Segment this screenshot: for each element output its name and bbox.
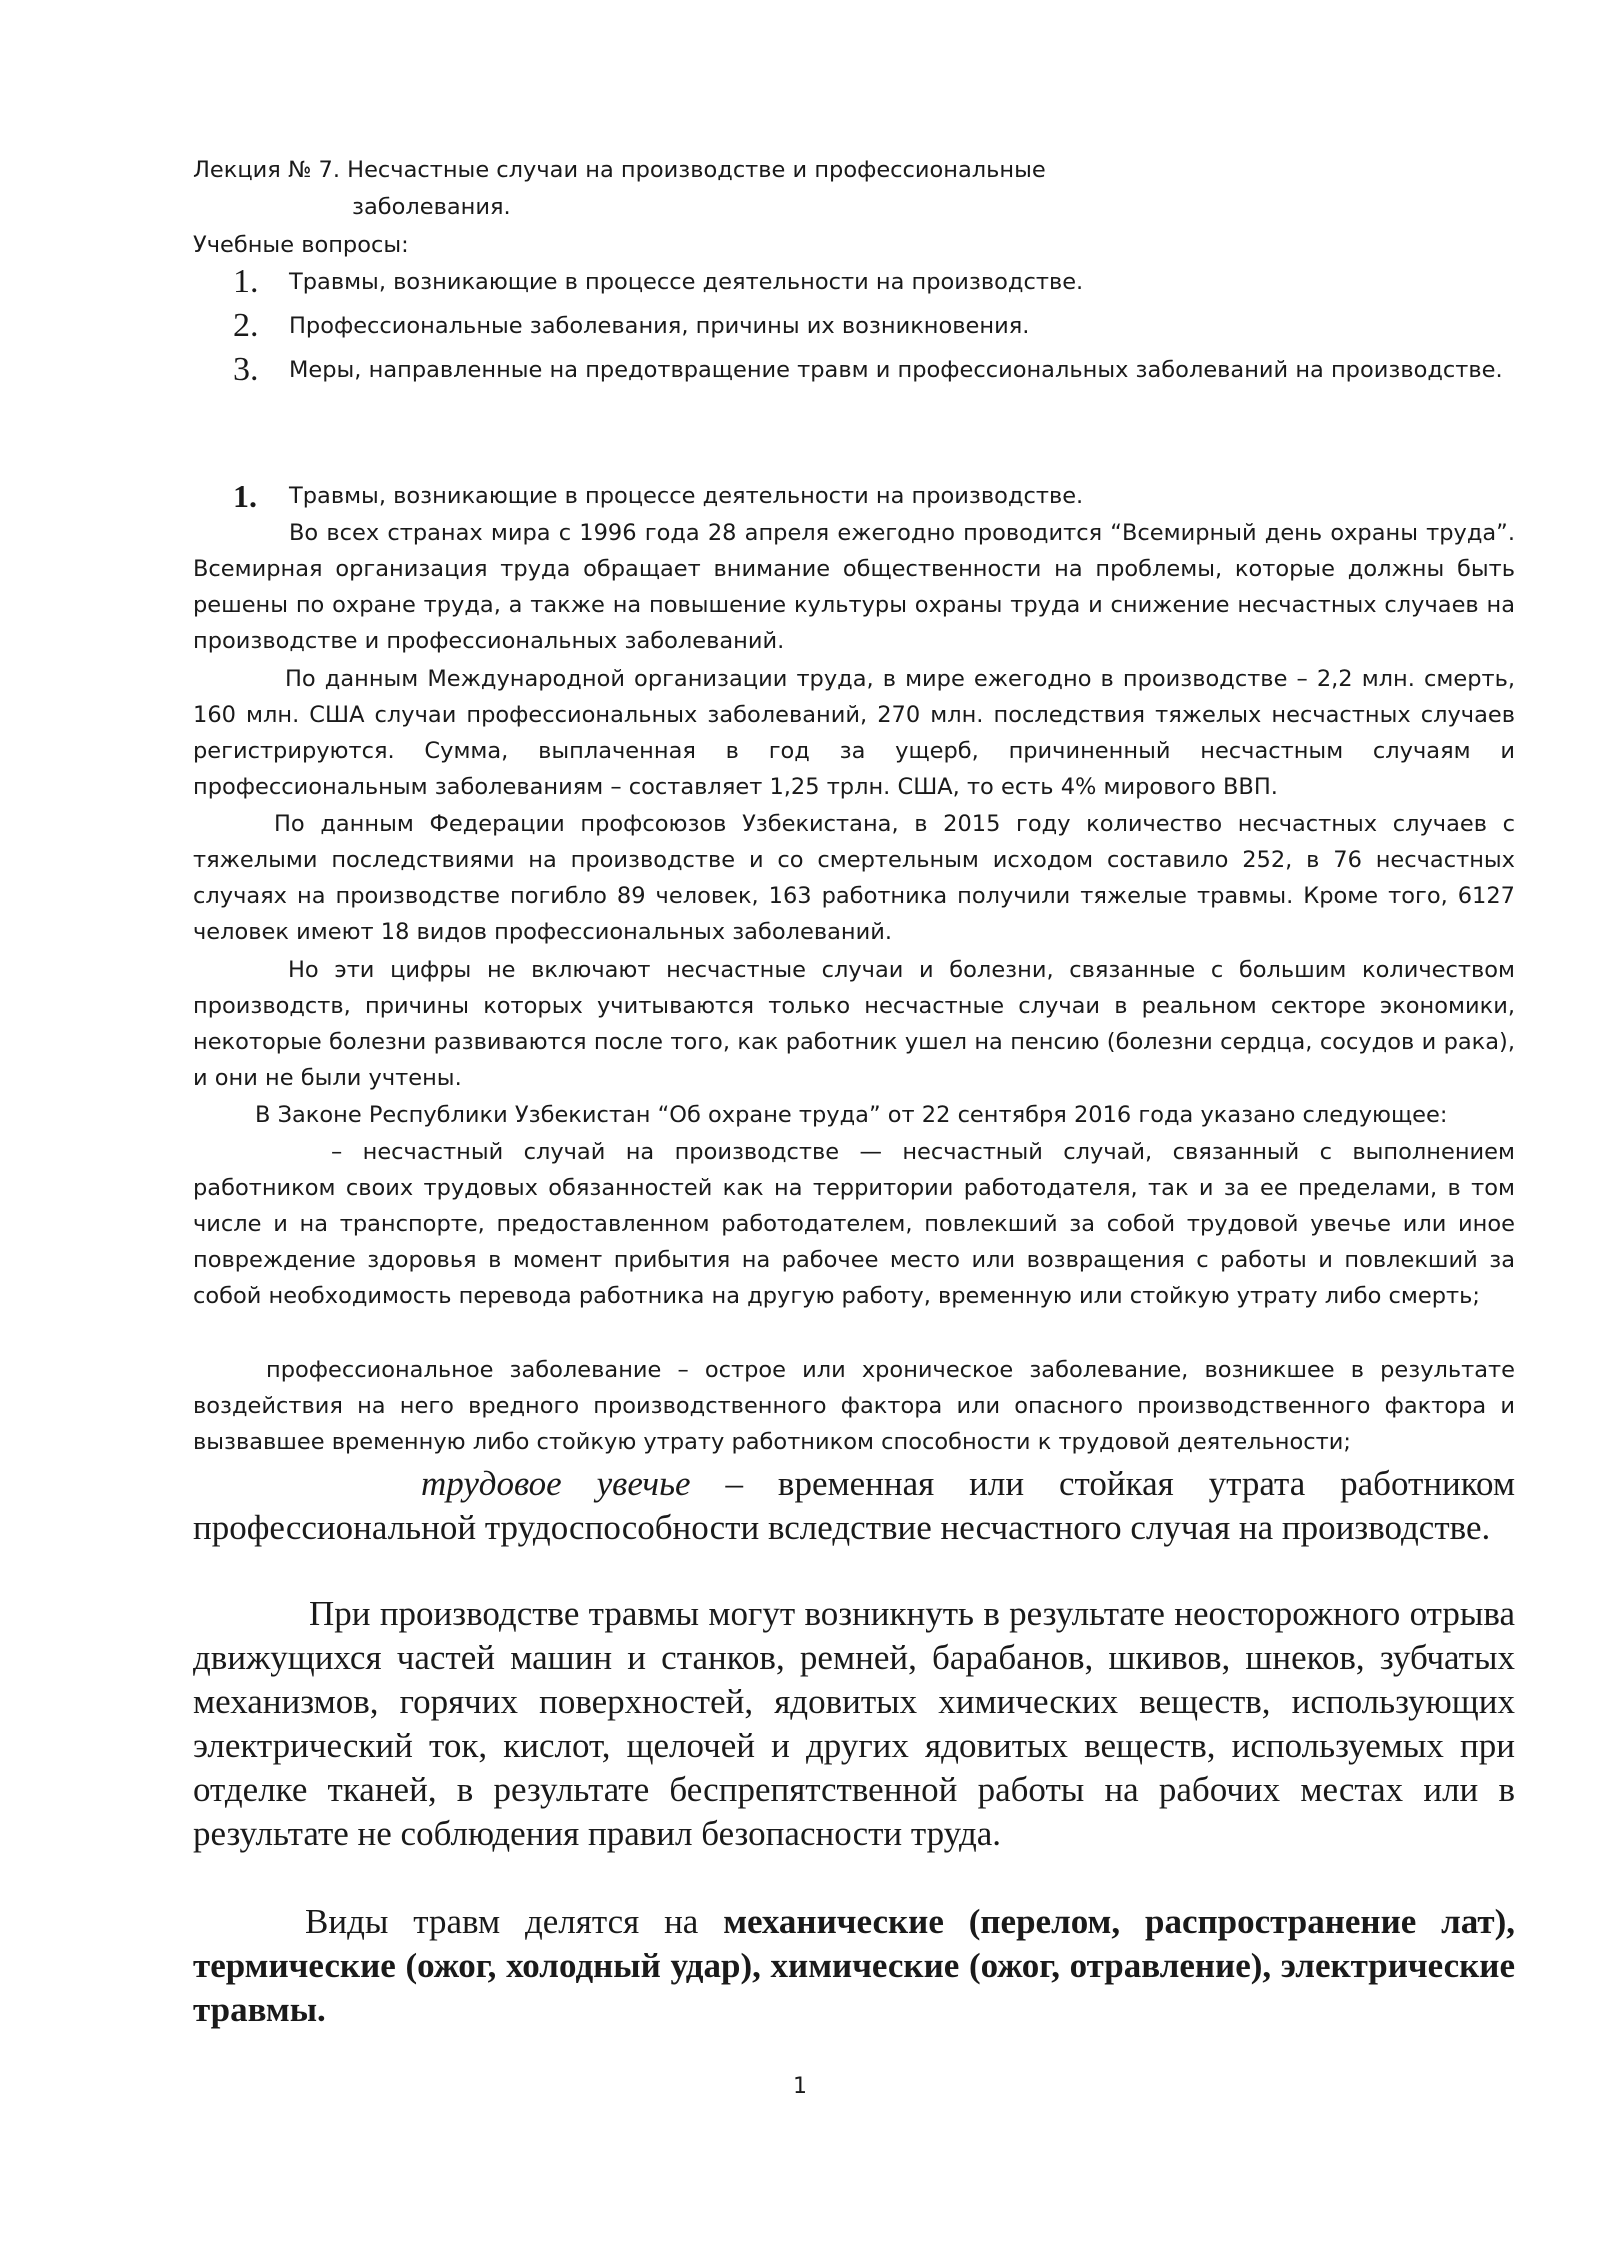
paragraph-injury-causes: При производстве травмы могут возникнуть в результате неосторожного отрыва движущихся частей машин и станков, ремней, барабанов, шкивов, шнеков, зубчатых механизмов, горячих поверхностей, ядовитых химических веществ, использующих электрический ток, кислот, щелочей и других ядовитых веществ, используемых при отделке тканей, в результате беспрепятственной работы на рабочих местах или в результате не соблюдения правил безопасности труда. <box>193 1594 1515 1853</box>
question-number: 3. <box>233 351 259 388</box>
lecture-title-line2: заболевания. <box>352 194 511 220</box>
section-heading <box>233 478 1515 514</box>
paragraph-uzbek-stats: По данным Федерации профсоюзов Узбекистана, в 2015 году количество несчастных случаев с тяжелыми последствиями на производстве и со смертельным исходом составило 252, в 76 несчастных случаях на производстве погибло 89 человек, 163 работника получили тяжелые травмы. Кроме того, 6127 человек имеют 18 видов профессиональных заболеваний. <box>193 811 1515 945</box>
paragraph-disease-definition: профессиональное заболевание – острое или хроническое заболевание, возникшее в результате воздействия на него вредного производственного фактора или опасного производственного фактора и вызвавшее временную либо стойкую утрату работником способности к трудовой деятельности; <box>193 1357 1515 1455</box>
injury-types-lead: Виды травм делятся на <box>305 1902 724 1941</box>
paragraph-injury-types <box>193 1900 1515 2032</box>
injury-term: трудовое увечье <box>421 1464 691 1503</box>
paragraph-accident-definition: – несчастный случай на производстве — несчастный случай, связанный с выполнением работником своих трудовых обязанностей как на территории работодателя, так и за ее пределами, в том числе и на транспорте, предоставленном работодателем, повлекший за собой трудовой увечье или иное повреждение здоровья в момент прибытия на рабочее место или возвращения с работы и повлекший за собой необходимость перевода работника на другую работу, временную или стойкую утрату либо смерть; <box>193 1139 1515 1309</box>
question-text: Меры, направленные на предотвращение травм и профессиональных заболеваний на производстве. <box>289 357 1503 383</box>
paragraph-ilo-stats: По данным Международной организации труда, в мире ежегодно в производстве – 2,2 млн. смерть, 160 млн. США случаи профессиональных заболеваний, 270 млн. последствия тяжелых несчастных случаев регистрируются. Сумма, выплаченная в год за ущерб, причиненный несчастным случаям и профессиональным заболеваниям – составляет 1,25 трлн. США, то есть 4% мирового ВВП. <box>193 666 1515 800</box>
paragraph-not-included: Но эти цифры не включают несчастные случаи и болезни, связанные с большим количеством производств, причины которых учитываются только несчастные случаи в реальном секторе экономики, некоторые болезни развиваются после того, как работник ушел на пенсию (болезни сердца, сосудов и рака), и они не были учтены. <box>193 957 1515 1091</box>
question-number: 2. <box>233 307 259 344</box>
question-text: Профессиональные заболевания, причины их возникновения. <box>289 313 1030 339</box>
question-text: Травмы, возникающие в процессе деятельности на производстве. <box>289 269 1084 295</box>
paragraph-injury-definition <box>193 1462 1515 1550</box>
page-number: 1 <box>793 2074 807 2099</box>
section-heading-text: Травмы, возникающие в процессе деятельности на производстве. <box>289 483 1084 509</box>
injury-definition-text: – временная или стойкая утрата работником профессиональной трудоспособности вследствие несчастного случая на производстве. <box>193 1464 1515 1547</box>
study-questions-list <box>233 264 1515 396</box>
question-number: 1. <box>233 263 259 300</box>
study-questions-label: Учебные вопросы: <box>193 232 409 258</box>
list-item <box>233 308 1515 344</box>
section-number: 1. <box>233 478 257 514</box>
paragraph-world-day: Во всех странах мира с 1996 года 28 апреля ежегодно проводится “Всемирный день охраны труда”. Всемирная организация труда обращает внимание общественности на проблемы, которые должны быть решены по охране труда, а также на повышение культуры охраны труда и снижение несчастных случаев на производстве и профессиональных заболеваний. <box>193 520 1515 654</box>
list-item <box>233 264 1515 300</box>
lecture-title-line1: Лекция № 7. Несчастные случаи на производстве и профессиональные <box>193 157 1046 183</box>
list-item <box>233 352 1515 388</box>
injury-types-list: механические (перелом, распространение лат), термические (ожог, холодный удар), химические (ожог, отравление), электрические травмы. <box>193 1902 1515 2029</box>
paragraph-law: В Законе Республики Узбекистан “Об охране труда” от 22 сентября 2016 года указано следующее: <box>255 1102 1448 1128</box>
